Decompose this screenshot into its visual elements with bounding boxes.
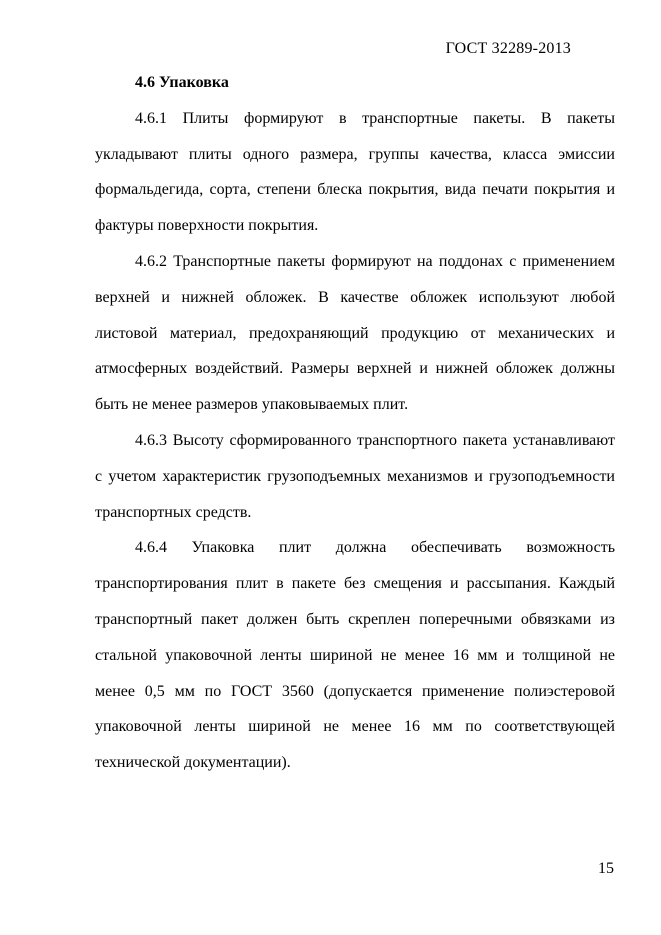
paragraph-4-6-1: 4.6.1 Плиты формируют в транспортные пакеты. В пакеты укладывают плиты одного размера, группы качества, класса эмиссии формальдегида, сорта, степени блеска покрытия, вида печати покрытия и фактуры поверхности покрытия.	[95, 109, 615, 235]
paragraph-4-6-3: 4.6.3 Высоту сформированного транспортного пакета устанавливают с учетом характеристик грузоподъемных механизмов и грузоподъемности транспортных средств.	[95, 431, 615, 521]
section-title: 4.6 Упаковка	[135, 74, 229, 91]
page-number: 15	[598, 860, 614, 877]
document-standard-code: ГОСТ 32289-2013	[445, 40, 571, 57]
document-body	[95, 60, 615, 781]
paragraph-4-6-4: 4.6.4 Упаковка плит должна обеспечивать возможность транспортирования плит в пакете без смещения и рассыпания. Каждый транспортный пакет должен быть скреплен поперечными обвязками из стальной упаковочной ленты шириной не менее 16 мм и толщиной не менее 0,5 мм по ГОСТ 3560 (допускается применение полиэстеровой упаковочной ленты шириной не менее 16 мм по соответствующей технической документации).	[95, 539, 615, 772]
paragraph-4-6-2: 4.6.2 Транспортные пакеты формируют на поддонах с применением верхней и нижней обложек. В качестве обложек используют любой листовой материал, предохраняющий продукцию от механических и атмосферных воздействий. Размеры верхней и нижней обложек должны быть не менее размеров упаковываемых плит.	[95, 252, 615, 414]
